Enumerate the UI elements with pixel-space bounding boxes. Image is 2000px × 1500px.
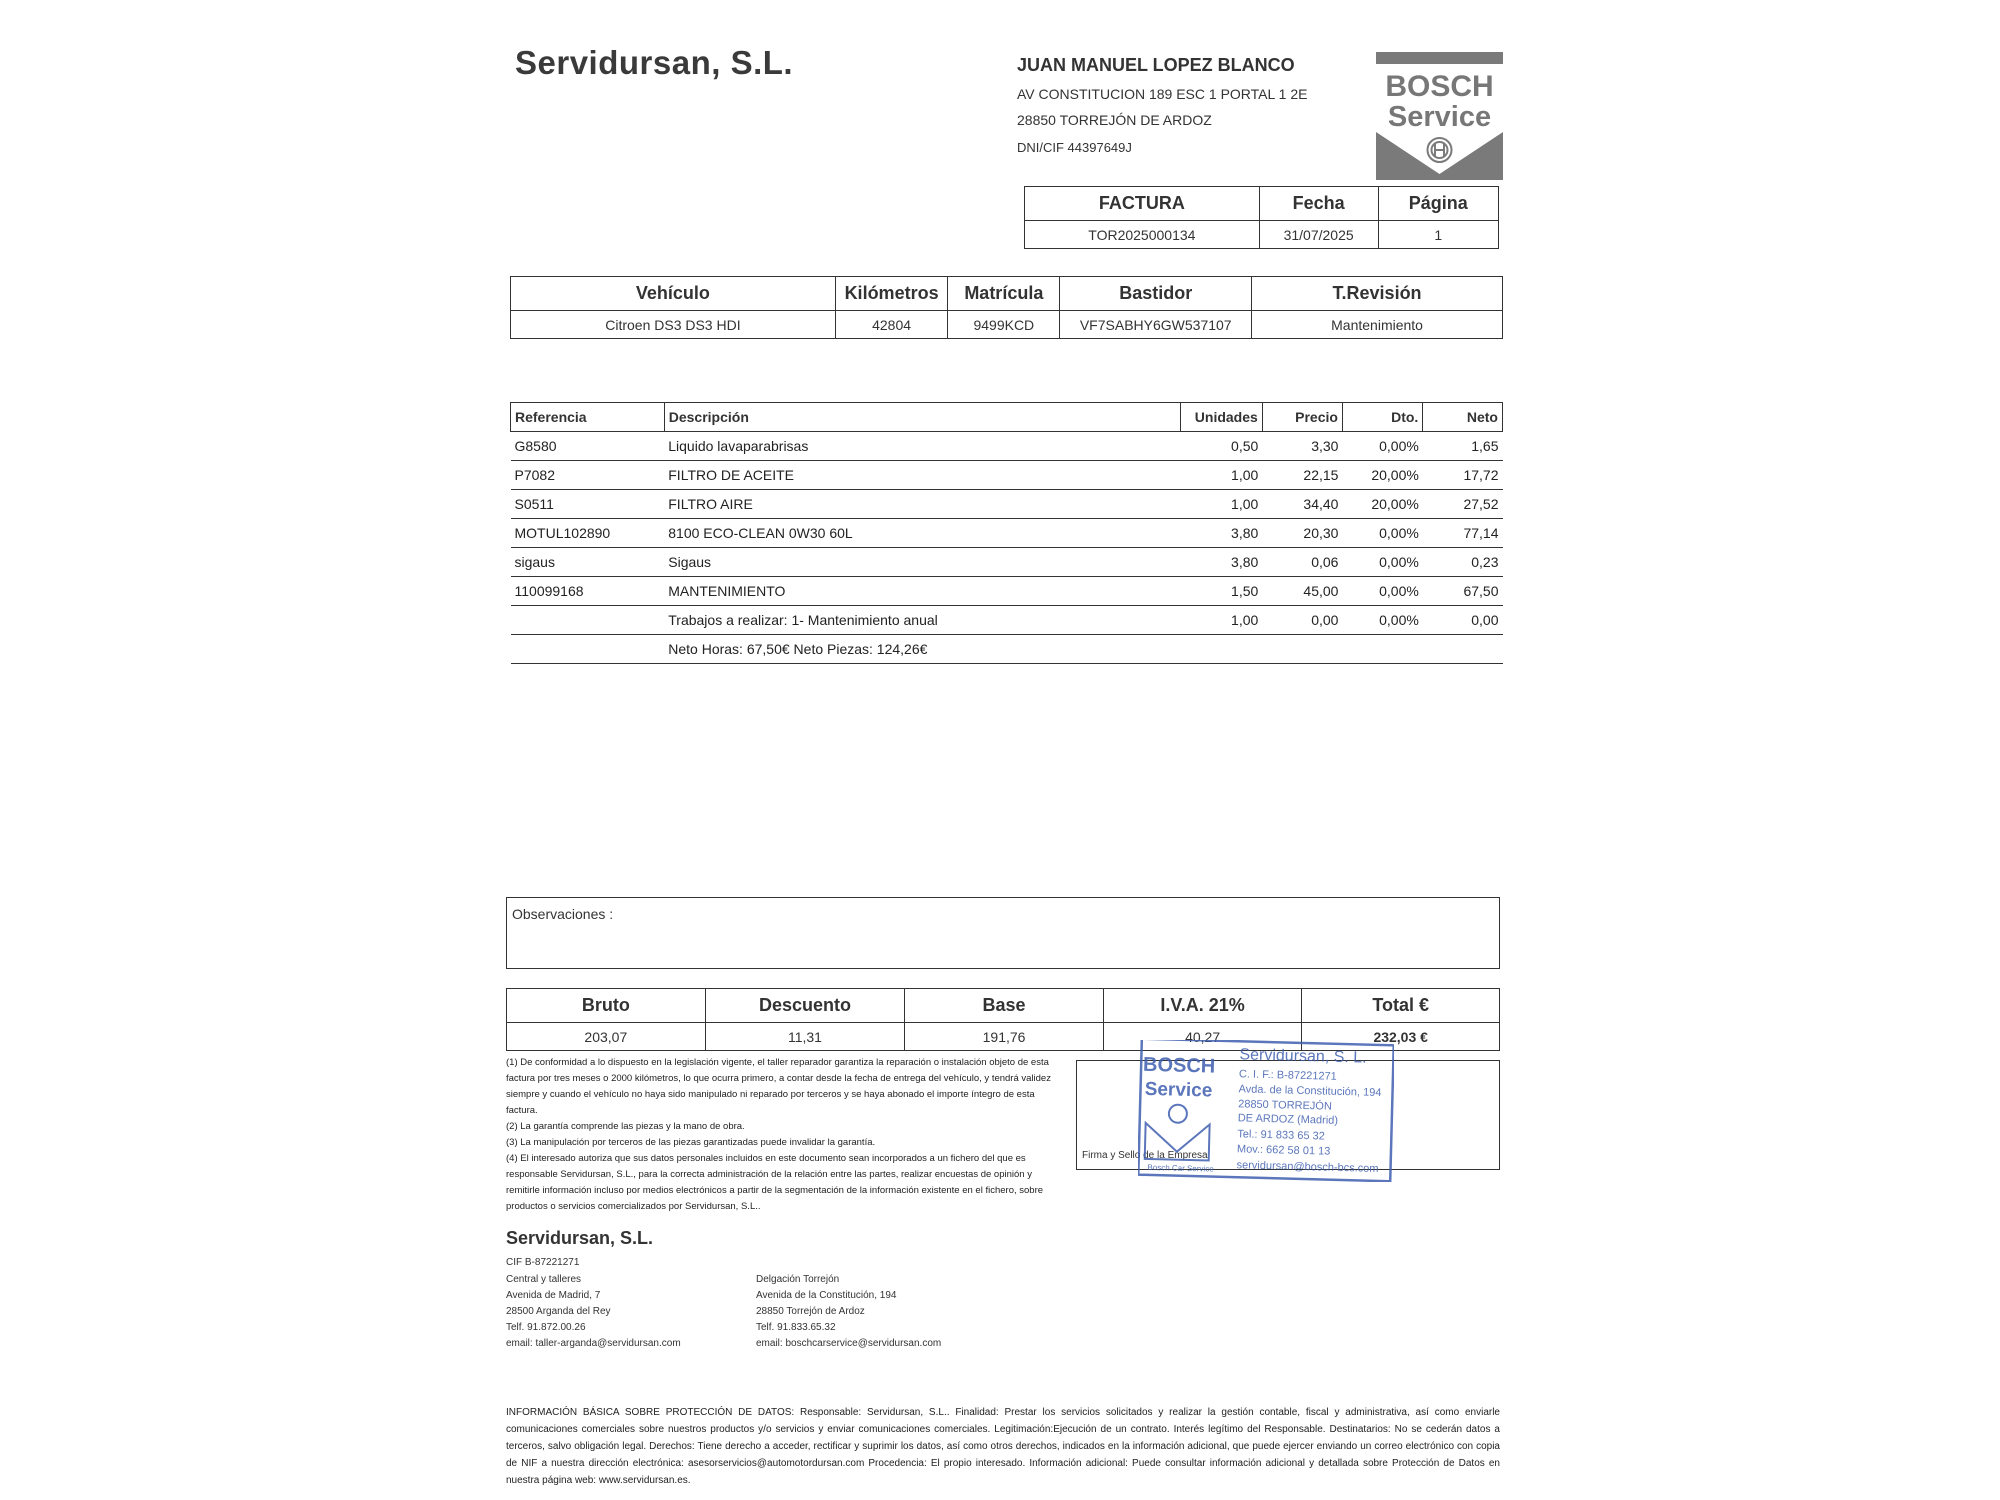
- vehicle-header-km: Kilómetros: [835, 277, 947, 311]
- invoice-header-fecha: Fecha: [1259, 187, 1378, 221]
- totals-bruto: 203,07: [507, 1023, 706, 1051]
- item-units: 1,00: [1181, 606, 1262, 635]
- bosch-service-logo: [1376, 52, 1503, 180]
- item-price: 0,06: [1262, 548, 1342, 577]
- client-dni: DNI/CIF 44397649J: [1017, 140, 1132, 155]
- table-row: [511, 577, 1503, 606]
- item-description: Trabajos a realizar: 1- Mantenimiento anual: [664, 606, 1181, 635]
- item-net: 0,23: [1423, 548, 1503, 577]
- client-city: 28850 TORREJÓN DE ARDOZ: [1017, 112, 1212, 128]
- item-discount: 20,00%: [1342, 490, 1422, 519]
- stamp-line-3: Avda. de la Constitución, 194: [1238, 1083, 1382, 1100]
- item-units: 1,00: [1181, 461, 1262, 490]
- invoice-page: 1: [1378, 221, 1498, 249]
- item-units: 3,80: [1181, 548, 1262, 577]
- legal-paragraph-4: (4) El interesado autoriza que sus datos personales incluidos en este documento sean incorporados a un fichero del que es responsable Servidursan, S.L., para la correcta administración de la relación entre las partes, realizar encuestas de opinión y remitirle información incluso por medios electrónicos a partir de la segmentación de la información existente en el fichero, sobre productos o servicios comercializados por Servidursan, S.L..: [506, 1153, 1044, 1212]
- item-reference: 110099168: [511, 577, 665, 606]
- vehicle-km: 42804: [835, 311, 947, 339]
- logo-service-text: Service: [1387, 101, 1492, 133]
- stamp-line-5: DE ARDOZ (Madrid): [1237, 1112, 1339, 1127]
- totals-iva: 40,27: [1103, 1023, 1302, 1051]
- items-header-neto: Neto: [1423, 403, 1503, 432]
- item-discount: 0,00%: [1342, 606, 1422, 635]
- footer-delegation-line: Telf. 91.833.65.32: [756, 1322, 836, 1333]
- item-price: 0,00: [1262, 606, 1342, 635]
- item-units: 0,50: [1181, 432, 1262, 461]
- invoice-header-pagina: Página: [1378, 187, 1498, 221]
- items-header-precio: Precio: [1262, 403, 1342, 432]
- footer-cif: CIF B-87221271: [506, 1257, 580, 1268]
- stamp-small-text: Bosch Car Service: [1147, 1162, 1214, 1174]
- vehicle-table: [510, 276, 1503, 339]
- legal-paragraph-3: (3) La manipulación por terceros de las piezas garantizadas puede invalidar la garantía.: [506, 1137, 876, 1148]
- logo-bosch-text: BOSCH: [1385, 70, 1494, 103]
- items-header-dto: Dto.: [1342, 403, 1422, 432]
- summary-spacer: [511, 635, 665, 664]
- footer-central-email[interactable]: email: taller-arganda@servidursan.com: [506, 1338, 681, 1349]
- item-description: MANTENIMIENTO: [664, 577, 1181, 606]
- item-reference: sigaus: [511, 548, 665, 577]
- invoice-date: 31/07/2025: [1259, 221, 1378, 249]
- table-row: [511, 606, 1503, 635]
- company-stamp: [1138, 1040, 1394, 1182]
- footer-central-line: 28500 Arganda del Rey: [506, 1306, 611, 1317]
- totals-base: 191,76: [905, 1023, 1104, 1051]
- item-price: 45,00: [1262, 577, 1342, 606]
- client-address: AV CONSTITUCION 189 ESC 1 PORTAL 1 2E: [1017, 86, 1308, 102]
- stamp-line-4: 28850 TORREJÓN: [1238, 1098, 1333, 1113]
- footer-delegation: [756, 1272, 941, 1352]
- stamp-brand-service: Service: [1144, 1078, 1213, 1102]
- vehicle-plate: 9499KCD: [948, 311, 1060, 339]
- table-row: [511, 548, 1503, 577]
- item-discount: 0,00%: [1342, 548, 1422, 577]
- client-name: JUAN MANUEL LOPEZ BLANCO: [1017, 55, 1295, 75]
- item-price: 3,30: [1262, 432, 1342, 461]
- items-header-unidades: Unidades: [1181, 403, 1262, 432]
- item-units: 3,80: [1181, 519, 1262, 548]
- item-net: 27,52: [1423, 490, 1503, 519]
- totals-header-total: Total €: [1302, 989, 1500, 1023]
- item-net: 1,65: [1423, 432, 1503, 461]
- item-description: Liquido lavaparabrisas: [664, 432, 1181, 461]
- footer-delegation-line: 28850 Torrejón de Ardoz: [756, 1306, 865, 1317]
- table-row-summary: [511, 635, 1503, 664]
- footer-delegation-email[interactable]: email: boschcarservice@servidursan.com: [756, 1338, 942, 1349]
- item-discount: 0,00%: [1342, 432, 1422, 461]
- item-description: Sigaus: [664, 548, 1181, 577]
- stamp-line-6: Tel.: 91 833 65 32: [1237, 1128, 1325, 1143]
- observations-label: Observaciones :: [512, 906, 614, 922]
- stamp-line-8: servidursan@bosch-bcs.com: [1236, 1159, 1379, 1175]
- footer-central-line: Telf. 91.872.00.26: [506, 1322, 586, 1333]
- vehicle-vin: VF7SABHY6GW537107: [1060, 311, 1252, 339]
- item-description: FILTRO DE ACEITE: [664, 461, 1181, 490]
- item-net: 17,72: [1423, 461, 1503, 490]
- item-net: 67,50: [1423, 577, 1503, 606]
- items-table: [510, 402, 1503, 664]
- vehicle-header-bastidor: Bastidor: [1060, 277, 1252, 311]
- item-price: 22,15: [1262, 461, 1342, 490]
- table-row: [511, 461, 1503, 490]
- totals-header-iva: I.V.A. 21%: [1103, 989, 1302, 1023]
- item-reference: G8580: [511, 432, 665, 461]
- item-net: 77,14: [1423, 519, 1503, 548]
- items-summary: Neto Horas: 67,50€ Neto Piezas: 124,26€: [664, 635, 1502, 664]
- totals-header-bruto: Bruto: [507, 989, 706, 1023]
- invoice-header-factura: FACTURA: [1025, 187, 1260, 221]
- item-reference: S0511: [511, 490, 665, 519]
- item-description: FILTRO AIRE: [664, 490, 1181, 519]
- signature-label: Firma y Sello de la Empresa: [1082, 1150, 1208, 1161]
- footer-central: [506, 1272, 681, 1352]
- observations-box: [506, 897, 1500, 969]
- footer-delegation-line: Avenida de la Constitución, 194: [756, 1290, 897, 1301]
- totals-header-base: Base: [905, 989, 1104, 1023]
- item-discount: 0,00%: [1342, 577, 1422, 606]
- stamp-brand-bosch: BOSCH: [1142, 1053, 1216, 1078]
- vehicle-header-vehiculo: Vehículo: [511, 277, 836, 311]
- item-price: 34,40: [1262, 490, 1342, 519]
- footer-central-line: Central y talleres: [506, 1274, 582, 1285]
- vehicle-header-revision: T.Revisión: [1252, 277, 1503, 311]
- stamp-line-1: Servidursan, S. L.: [1239, 1046, 1367, 1067]
- privacy-notice: INFORMACIÓN BÁSICA SOBRE PROTECCIÓN DE DATOS: Responsable: Servidursan, S.L.. Finalidad: Prestar los servicios solicitados y realizar la gestión contable, fiscal y administrativa, así como enviarle comunicaciones comerciales sobre nuestros productos y/o servicios y enviar comunicaciones comerciales. Legitimación:Ejecución de un contrato. Interés legítimo del Responsable. Destinatarios: No se cederán datos a terceros, salvo obligación legal. Derechos: Tiene derecho a acceder, rectificar y suprimir los datos, así como otros derechos, indicados en la información adicional, que puede ejercer enviando un correo electrónico con copia de NIF a nuestra dirección electrónica: asesorservicios@automotordursan.com Procedencia: El propio interesado. Información adicional: Puede consultar información adicional y detallada sobre Protección de Datos en nuestra página web: www.servidursan.es.: [506, 1407, 1500, 1486]
- item-net: 0,00: [1423, 606, 1503, 635]
- footer-central-line: Avenida de Madrid, 7: [506, 1290, 601, 1301]
- item-reference: [511, 606, 665, 635]
- invoice-number: TOR2025000134: [1025, 221, 1260, 249]
- item-reference: P7082: [511, 461, 665, 490]
- table-row: [511, 432, 1503, 461]
- stamp-line-7: Mov.: 662 58 01 13: [1236, 1143, 1331, 1158]
- item-discount: 20,00%: [1342, 461, 1422, 490]
- item-units: 1,00: [1181, 490, 1262, 519]
- item-description: 8100 ECO-CLEAN 0W30 60L: [664, 519, 1181, 548]
- legal-paragraph-2: (2) La garantía comprende las piezas y la mano de obra.: [506, 1121, 745, 1132]
- totals-header-descuento: Descuento: [705, 989, 905, 1023]
- stamp-line-2: C. I. F.: B-87221271: [1238, 1068, 1337, 1083]
- invoice-table: [1024, 186, 1499, 249]
- vehicle-revision: Mantenimiento: [1252, 311, 1503, 339]
- totals-descuento: 11,31: [705, 1023, 905, 1051]
- totals-total: 232,03 €: [1302, 1023, 1500, 1051]
- footer-delegation-line: Delgación Torrejón: [756, 1274, 840, 1285]
- items-header-referencia: Referencia: [511, 403, 665, 432]
- table-row: [511, 519, 1503, 548]
- table-row: [511, 490, 1503, 519]
- company-name: Servidursan, S.L.: [515, 44, 794, 81]
- vehicle-header-matricula: Matrícula: [948, 277, 1060, 311]
- legal-paragraph-1: (1) De conformidad a lo dispuesto en la legislación vigente, el taller reparador garantiza la reparación o instalación objeto de esta factura por tres meses o 2000 kilómetros, lo que ocurra primero, a contar desde la fecha de entrega del vehículo, y tendrá validez siempre y cuando el vehículo no haya sido manipulado ni reparado por terceros y se haya abonado el importe íntegro de esta factura.: [506, 1057, 1051, 1116]
- item-price: 20,30: [1262, 519, 1342, 548]
- legal-text: [506, 1055, 1052, 1215]
- item-units: 1,50: [1181, 577, 1262, 606]
- items-header-descripcion: Descripción: [664, 403, 1181, 432]
- vehicle-model: Citroen DS3 DS3 HDI: [511, 311, 836, 339]
- footer-company-name: Servidursan, S.L.: [506, 1228, 654, 1248]
- item-discount: 0,00%: [1342, 519, 1422, 548]
- item-reference: MOTUL102890: [511, 519, 665, 548]
